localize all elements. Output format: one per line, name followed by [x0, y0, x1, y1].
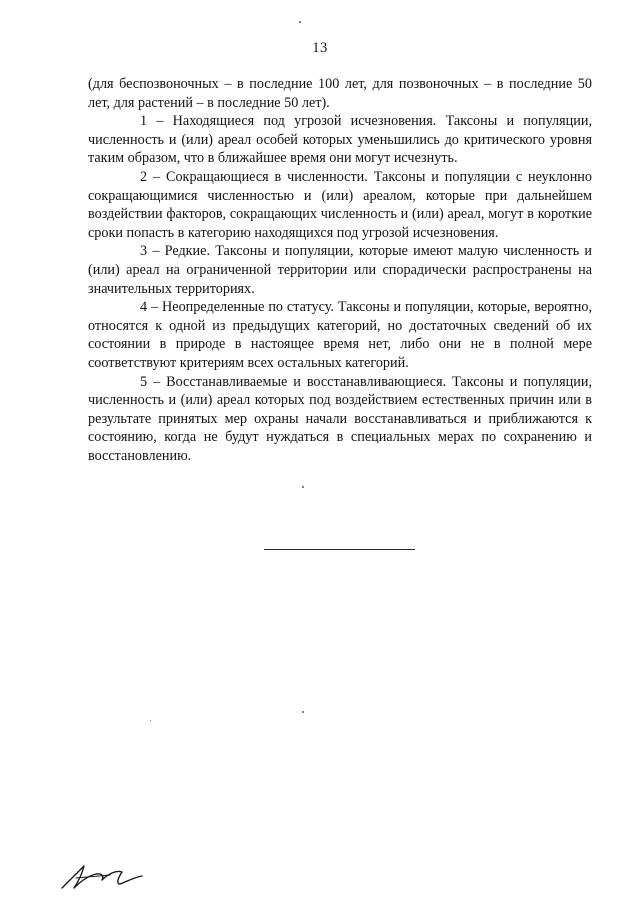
scan-speck [150, 720, 151, 721]
paragraph-category-1: 1 – Находящиеся под угрозой исчезновения. Таксоны и популяции, численность и (или) ареал особей которых уменьшились до критического уровня таким образом, что в ближайшее время они могут исчезнуть. [88, 113, 592, 167]
closing-separator-line [264, 549, 415, 550]
page-number: 13 [312, 40, 328, 56]
scan-speck [302, 711, 304, 713]
paragraph-category-3: 3 – Редкие. Таксоны и популяции, которые имеют малую численность и (или) ареал на ограниченной территории или спорадически распространены на значительных территориях. [88, 243, 592, 297]
paragraph-category-4: 4 – Неопределенные по статусу. Таксоны и популяции, которые, вероятно, относятся к одной из предыдущих категорий, но достаточных сведений об их состоянии в природе в настоящее время нет, либо они не в полной мере соответствуют критериям всех остальных категорий. [88, 299, 592, 371]
document-body [88, 75, 592, 465]
paragraph-continuation: (для беспозвоночных – в последние 100 лет, для позвоночных – в последние 50 лет, для растений – в последние 50 лет). [88, 76, 592, 111]
paragraph-category-2: 2 – Сокращающиеся в численности. Таксоны и популяции с неуклонно сокращающимися численностью и (или) ареалом, которые при дальнейшем воздействии факторов, сокращающих численность и (или) ареал, могут в короткие сроки попасть в категорию находящихся под угрозой исчезновения. [88, 168, 592, 241]
scan-speck [302, 486, 304, 488]
handwritten-signature [58, 858, 148, 894]
scan-speck [299, 21, 301, 23]
paragraph-category-5: 5 – Восстанавливаемые и восстанавливающиеся. Таксоны и популяции, численность и (или) ареал которых под воздействием естественных причин или в результате принятых мер охраны начали восстанавливаться и приближаются к состоянию, когда не будут нуждаться в специальных мерах по сохранению и восстановлению. [88, 373, 592, 464]
